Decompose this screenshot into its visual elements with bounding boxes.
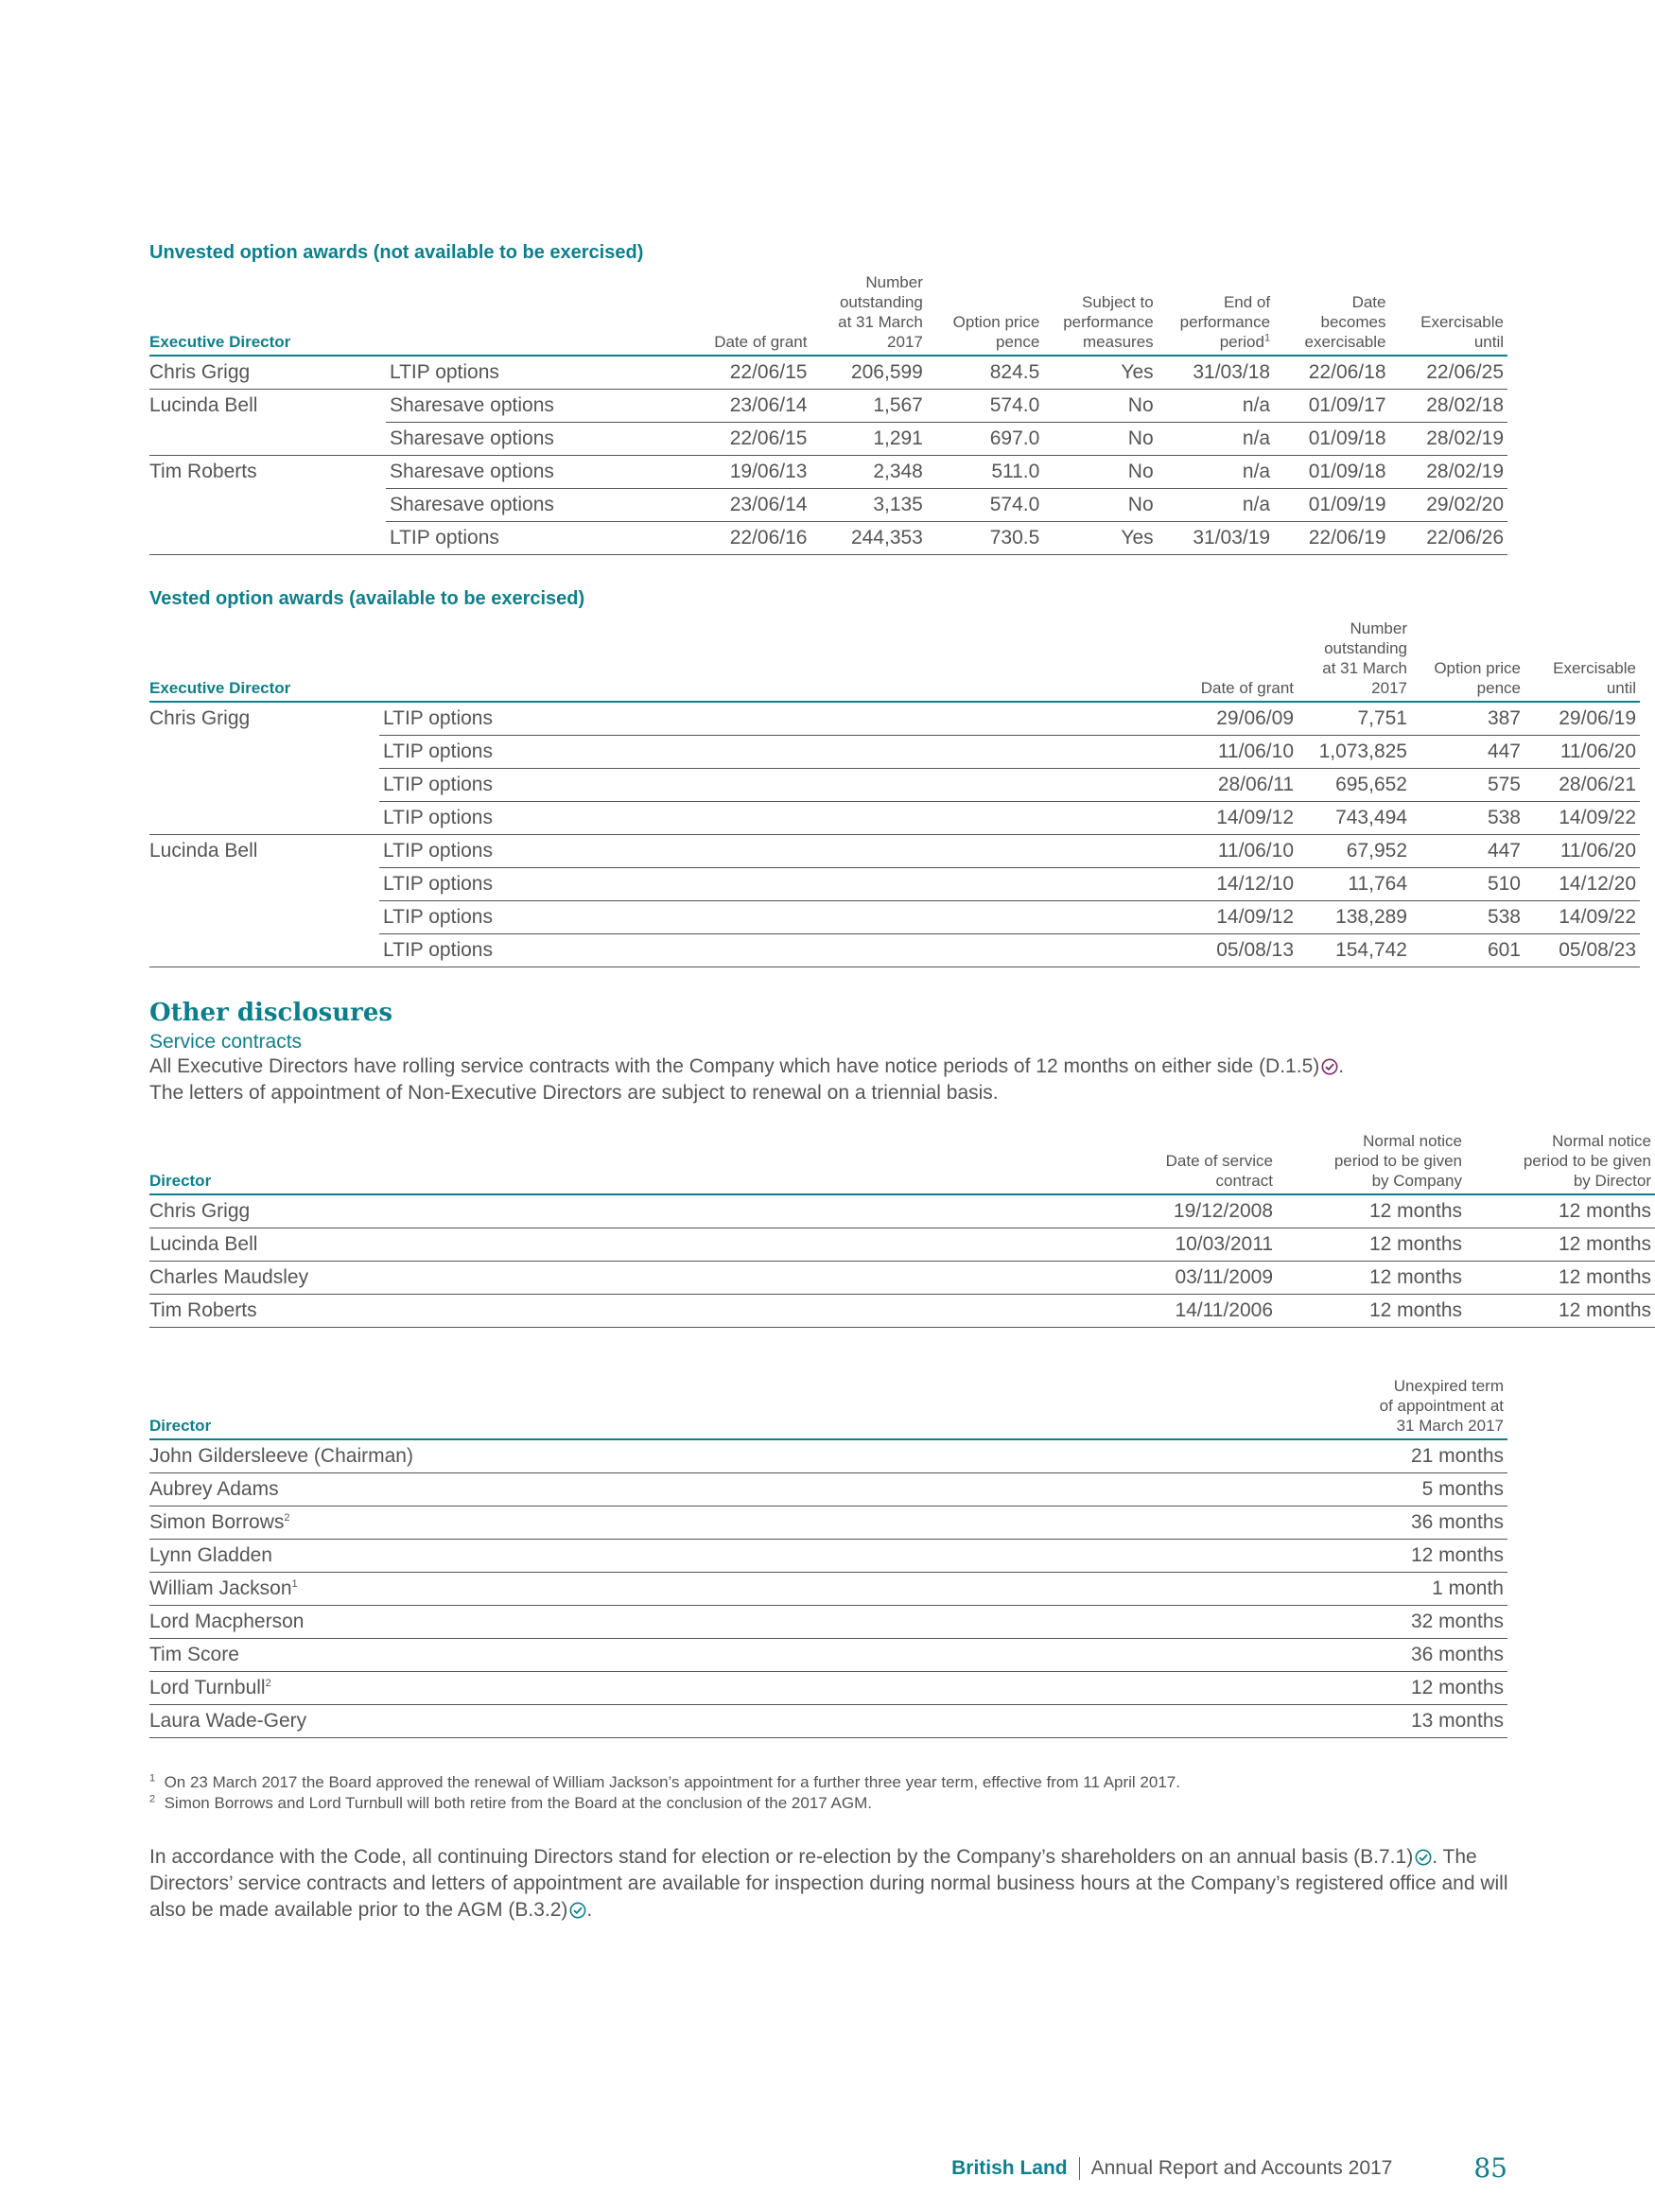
cell-grant: 14/12/10 [1042, 868, 1298, 901]
cell-director: John Gildersleeve (Chairman) [149, 1439, 1224, 1473]
table-row [149, 522, 1507, 555]
cell-term: 1 month [1224, 1573, 1507, 1606]
cell-number: 206,599 [810, 356, 926, 390]
cell-subject: No [1043, 456, 1157, 489]
cell-grant: 22/06/15 [694, 356, 810, 390]
cell-term: 12 months [1224, 1672, 1507, 1705]
cell-subject: No [1043, 390, 1157, 423]
table-row [149, 1606, 1507, 1639]
col-header: Director [149, 1417, 212, 1435]
col-header: Subject to performance measures [1063, 293, 1154, 351]
col-header: Date of service contract [1165, 1152, 1273, 1190]
cell-number: 7,751 [1298, 702, 1411, 736]
table-row [149, 901, 1640, 934]
cell-term: 21 months [1224, 1439, 1507, 1473]
cell-company-notice: 12 months [1277, 1194, 1466, 1228]
cell-term: 13 months [1224, 1705, 1507, 1738]
col-header: Date of grant [714, 333, 808, 351]
cell-price: 574.0 [927, 489, 1043, 522]
cell-price: 538 [1411, 802, 1524, 835]
cell-subject: Yes [1043, 356, 1157, 390]
other-disclosures-heading: Other disclosures [149, 999, 393, 1027]
table-row [149, 1705, 1507, 1738]
cell-price: 447 [1411, 736, 1524, 769]
table-row [149, 1639, 1507, 1672]
cell-director: Lynn Gladden [149, 1540, 1224, 1573]
cell-grant: 11/06/10 [1042, 736, 1298, 769]
cell-price: 730.5 [927, 522, 1043, 555]
table-row [149, 1262, 1655, 1295]
cell-type: LTIP options [379, 934, 1042, 967]
cell-until: 22/06/25 [1390, 356, 1508, 390]
cell-director-notice: 12 months [1466, 1228, 1655, 1262]
table-row [149, 802, 1640, 835]
table-row [149, 356, 1507, 390]
cell-until: 29/02/20 [1390, 489, 1508, 522]
cell-director [149, 522, 386, 555]
cell-company-notice: 12 months [1277, 1262, 1466, 1295]
cell-director: Lucinda Bell [149, 394, 258, 417]
cell-end: n/a [1158, 390, 1274, 423]
cell-type: LTIP options [386, 356, 694, 390]
cell-number: 11,764 [1298, 868, 1411, 901]
cell-until: 29/06/19 [1524, 702, 1640, 736]
table-row [149, 1194, 1655, 1228]
service-contracts-heading: Service contracts [149, 1031, 303, 1053]
cell-until: 11/06/20 [1524, 835, 1640, 868]
col-header: Exercisable until [1553, 659, 1636, 697]
cell-until: 28/06/21 [1524, 769, 1640, 802]
cell-number: 138,289 [1298, 901, 1411, 934]
unvested-header-row [149, 272, 1507, 356]
notice-period-paragraph: All Executive Directors have rolling service contracts with the Company which have notice periods of 12 months on either side (D.1.5) . [149, 1055, 1345, 1077]
cell-number: 244,353 [810, 522, 926, 555]
table-row [149, 423, 1507, 456]
col-header: Date becomes exercisable [1304, 293, 1386, 351]
cell-price: 447 [1411, 835, 1524, 868]
cell-grant: 28/06/11 [1042, 769, 1298, 802]
cell-number: 1,567 [810, 390, 926, 423]
col-header: Number outstanding at 31 March 2017 [838, 273, 923, 351]
brand-name: British Land [951, 2156, 1068, 2179]
cell-director-notice: 12 months [1466, 1295, 1655, 1328]
cell-director [149, 934, 379, 967]
col-header [379, 618, 1042, 702]
table-row [149, 868, 1640, 901]
cell-until: 11/06/20 [1524, 736, 1640, 769]
table-row [149, 1507, 1507, 1540]
cell-director [149, 769, 379, 802]
cell-grant: 29/06/09 [1042, 702, 1298, 736]
col-header-end-period: End of performance period$^1$ [1179, 293, 1271, 351]
unvested-section [149, 240, 1507, 555]
cell-number: 67,952 [1298, 835, 1411, 868]
table-row [149, 736, 1640, 769]
cell-director: Lucinda Bell [149, 1228, 1001, 1262]
cell-type: LTIP options [379, 901, 1042, 934]
footnotes [149, 1772, 1511, 1814]
cell-grant: 23/06/14 [694, 390, 810, 423]
footer-divider [1079, 2157, 1080, 2180]
cell-end: 31/03/19 [1158, 522, 1274, 555]
cell-grant: 14/09/12 [1042, 802, 1298, 835]
table-row [149, 390, 1507, 423]
cell-number: 695,652 [1298, 769, 1411, 802]
cell-grant: 14/09/12 [1042, 901, 1298, 934]
table-row [149, 934, 1640, 967]
cell-subject: Yes [1043, 522, 1157, 555]
cell-director: Chris Grigg [149, 356, 386, 390]
cell-type: LTIP options [379, 868, 1042, 901]
cell-type: Sharesave options [386, 390, 694, 423]
table-row [149, 1540, 1507, 1573]
cell-term: 32 months [1224, 1606, 1507, 1639]
cell-type: LTIP options [379, 769, 1042, 802]
cell-term: 36 months [1224, 1507, 1507, 1540]
cell-type: Sharesave options [386, 489, 694, 522]
unexpired-term-section [149, 1376, 1507, 1738]
cell-director [149, 423, 386, 456]
cell-grant: 11/06/10 [1042, 835, 1298, 868]
cell-price: 601 [1411, 934, 1524, 967]
cell-date: 19/12/2008 [1001, 1194, 1277, 1228]
cell-end: n/a [1158, 456, 1274, 489]
table-row [149, 489, 1507, 522]
col-header: Director [149, 1172, 212, 1190]
vested-table [149, 618, 1640, 967]
col-header: Normal notice period to be given by Company [1333, 1132, 1462, 1190]
unexpired-term-table [149, 1376, 1507, 1738]
cell-grant: 23/06/14 [694, 489, 810, 522]
cell-director: Tim Roberts [149, 1295, 1001, 1328]
cell-until: 14/12/20 [1524, 868, 1640, 901]
check-circle-icon [1321, 1058, 1338, 1075]
table-row [149, 1473, 1507, 1507]
col-header: Exercisable until [1420, 313, 1504, 351]
cell-grant: 05/08/13 [1042, 934, 1298, 967]
cell-type: LTIP options [379, 702, 1042, 736]
cell-company-notice: 12 months [1277, 1295, 1466, 1328]
col-header: Number outstanding at 31 March 2017 [1322, 619, 1407, 697]
cell-end: 31/03/18 [1158, 356, 1274, 390]
table-row [149, 1573, 1507, 1606]
vested-header-row [149, 618, 1640, 702]
col-header: Executive Director [149, 333, 291, 351]
cell-price: 538 [1411, 901, 1524, 934]
cell-until: 14/09/22 [1524, 901, 1640, 934]
cell-end: n/a [1158, 423, 1274, 456]
cell-director: Chris Grigg [149, 707, 251, 730]
cell-director: William Jackson$^1$ [149, 1573, 1224, 1606]
cell-until: 28/02/19 [1390, 456, 1508, 489]
unexpired-header-row [149, 1376, 1507, 1439]
cell-director: Lord Turnbull$^2$ [149, 1672, 1224, 1705]
cell-price: 387 [1411, 702, 1524, 736]
table-row [149, 835, 1640, 868]
col-header: Date of grant [1200, 679, 1294, 697]
cell-type: LTIP options [379, 835, 1042, 868]
cell-price: 697.0 [927, 423, 1043, 456]
cell-director [149, 736, 379, 769]
cell-until: 28/02/18 [1390, 390, 1508, 423]
cell-grant: 22/06/15 [694, 423, 810, 456]
table-row [149, 456, 1507, 489]
unvested-title: Unvested option awards (not available to be exercised) [149, 242, 644, 263]
vested-section [149, 586, 1636, 967]
cell-subject: No [1043, 423, 1157, 456]
cell-date: 10/03/2011 [1001, 1228, 1277, 1262]
cell-director [149, 901, 379, 934]
report-title: Annual Report and Accounts 2017 [1090, 2156, 1393, 2179]
cell-director-notice: 12 months [1466, 1262, 1655, 1295]
cell-director: Aubrey Adams [149, 1473, 1224, 1507]
cell-becomes: 01/09/18 [1274, 423, 1389, 456]
service-contracts-text [149, 1054, 1511, 1106]
cell-becomes: 22/06/19 [1274, 522, 1389, 555]
cell-price: 824.5 [927, 356, 1043, 390]
unvested-table [149, 272, 1507, 555]
check-circle-icon [569, 1902, 586, 1919]
col-header: Unexpired term of appointment at 31 March 2017 [1379, 1377, 1504, 1435]
cell-director: Laura Wade-Gery [149, 1705, 1224, 1738]
vested-title: Vested option awards (available to be exercised) [149, 588, 585, 609]
cell-type: Sharesave options [386, 423, 694, 456]
cell-grant: 22/06/16 [694, 522, 810, 555]
cell-type: LTIP options [386, 522, 694, 555]
cell-becomes: 22/06/18 [1274, 356, 1389, 390]
cell-until: 14/09/22 [1524, 802, 1640, 835]
check-circle-icon [1415, 1849, 1432, 1866]
cell-until: 22/06/26 [1390, 522, 1508, 555]
footnote: $^1$ On 23 March 2017 the Board approved the renewal of William Jackson’s appointment for a further three year term, effective from 11 April 2017. [149, 1772, 1180, 1791]
cell-number: 154,742 [1298, 934, 1411, 967]
closing-paragraph: In accordance with the Code, all continuing Directors stand for election or re-election by the Company’s shareholders on an annual basis (B.7.1) . The Directors’ service contracts and letters of appointment are available for inspection during normal business hours at the Company’s registered office and will also be made available prior to the AGM (B.3.2) . [149, 1846, 1508, 1921]
cell-type: LTIP options [379, 736, 1042, 769]
cell-term: 36 months [1224, 1639, 1507, 1672]
cell-director: Lucinda Bell [149, 840, 258, 862]
table-row [149, 1672, 1507, 1705]
cell-end: n/a [1158, 489, 1274, 522]
cell-number: 1,291 [810, 423, 926, 456]
cell-until: 28/02/19 [1390, 423, 1508, 456]
cell-date: 03/11/2009 [1001, 1262, 1277, 1295]
cell-number: 2,348 [810, 456, 926, 489]
cell-price: 511.0 [927, 456, 1043, 489]
cell-director: Chris Grigg [149, 1194, 1001, 1228]
cell-director: Lord Macpherson [149, 1606, 1224, 1639]
cell-term: 5 months [1224, 1473, 1507, 1507]
cell-director-notice: 12 months [1466, 1194, 1655, 1228]
col-header: Option price pence [952, 313, 1040, 351]
cell-until: 05/08/23 [1524, 934, 1640, 967]
table-row [149, 1295, 1655, 1328]
col-header: Executive Director [149, 679, 291, 697]
service-contracts-table [149, 1131, 1655, 1328]
cell-price: 510 [1411, 868, 1524, 901]
page-footer [951, 2152, 1507, 2184]
service-contracts-section [149, 1131, 1651, 1328]
footnote: $^2$ Simon Borrows and Lord Turnbull will both retire from the Board at the conclusion of the 2017 AGM. [149, 1793, 872, 1812]
cell-director: Tim Score [149, 1639, 1224, 1672]
cell-director: Tim Roberts [149, 461, 257, 483]
col-header: Normal notice period to be given by Director [1523, 1132, 1651, 1190]
table-row [149, 769, 1640, 802]
cell-becomes: 01/09/18 [1274, 456, 1389, 489]
cell-director: Simon Borrows$^2$ [149, 1507, 1224, 1540]
cell-number: 3,135 [810, 489, 926, 522]
table-row [149, 1228, 1655, 1262]
cell-director: Charles Maudsley [149, 1262, 1001, 1295]
cell-price: 575 [1411, 769, 1524, 802]
cell-subject: No [1043, 489, 1157, 522]
table-row [149, 1439, 1507, 1473]
cell-becomes: 01/09/19 [1274, 489, 1389, 522]
col-header [386, 272, 694, 356]
cell-type: LTIP options [379, 802, 1042, 835]
cell-term: 12 months [1224, 1540, 1507, 1573]
triennial-paragraph: The letters of appointment of Non-Executive Directors are subject to renewal on a triennial basis. [149, 1082, 999, 1104]
cell-director [149, 868, 379, 901]
cell-becomes: 01/09/17 [1274, 390, 1389, 423]
cell-date: 14/11/2006 [1001, 1295, 1277, 1328]
col-header: Option price pence [1434, 659, 1521, 697]
cell-company-notice: 12 months [1277, 1228, 1466, 1262]
cell-type: Sharesave options [386, 456, 694, 489]
cell-grant: 19/06/13 [694, 456, 810, 489]
service-header-row [149, 1131, 1655, 1194]
table-row [149, 702, 1640, 736]
cell-number: 1,073,825 [1298, 736, 1411, 769]
cell-director [149, 489, 386, 522]
cell-price: 574.0 [927, 390, 1043, 423]
page-number: 85 [1473, 2152, 1507, 2184]
cell-director [149, 802, 379, 835]
cell-number: 743,494 [1298, 802, 1411, 835]
